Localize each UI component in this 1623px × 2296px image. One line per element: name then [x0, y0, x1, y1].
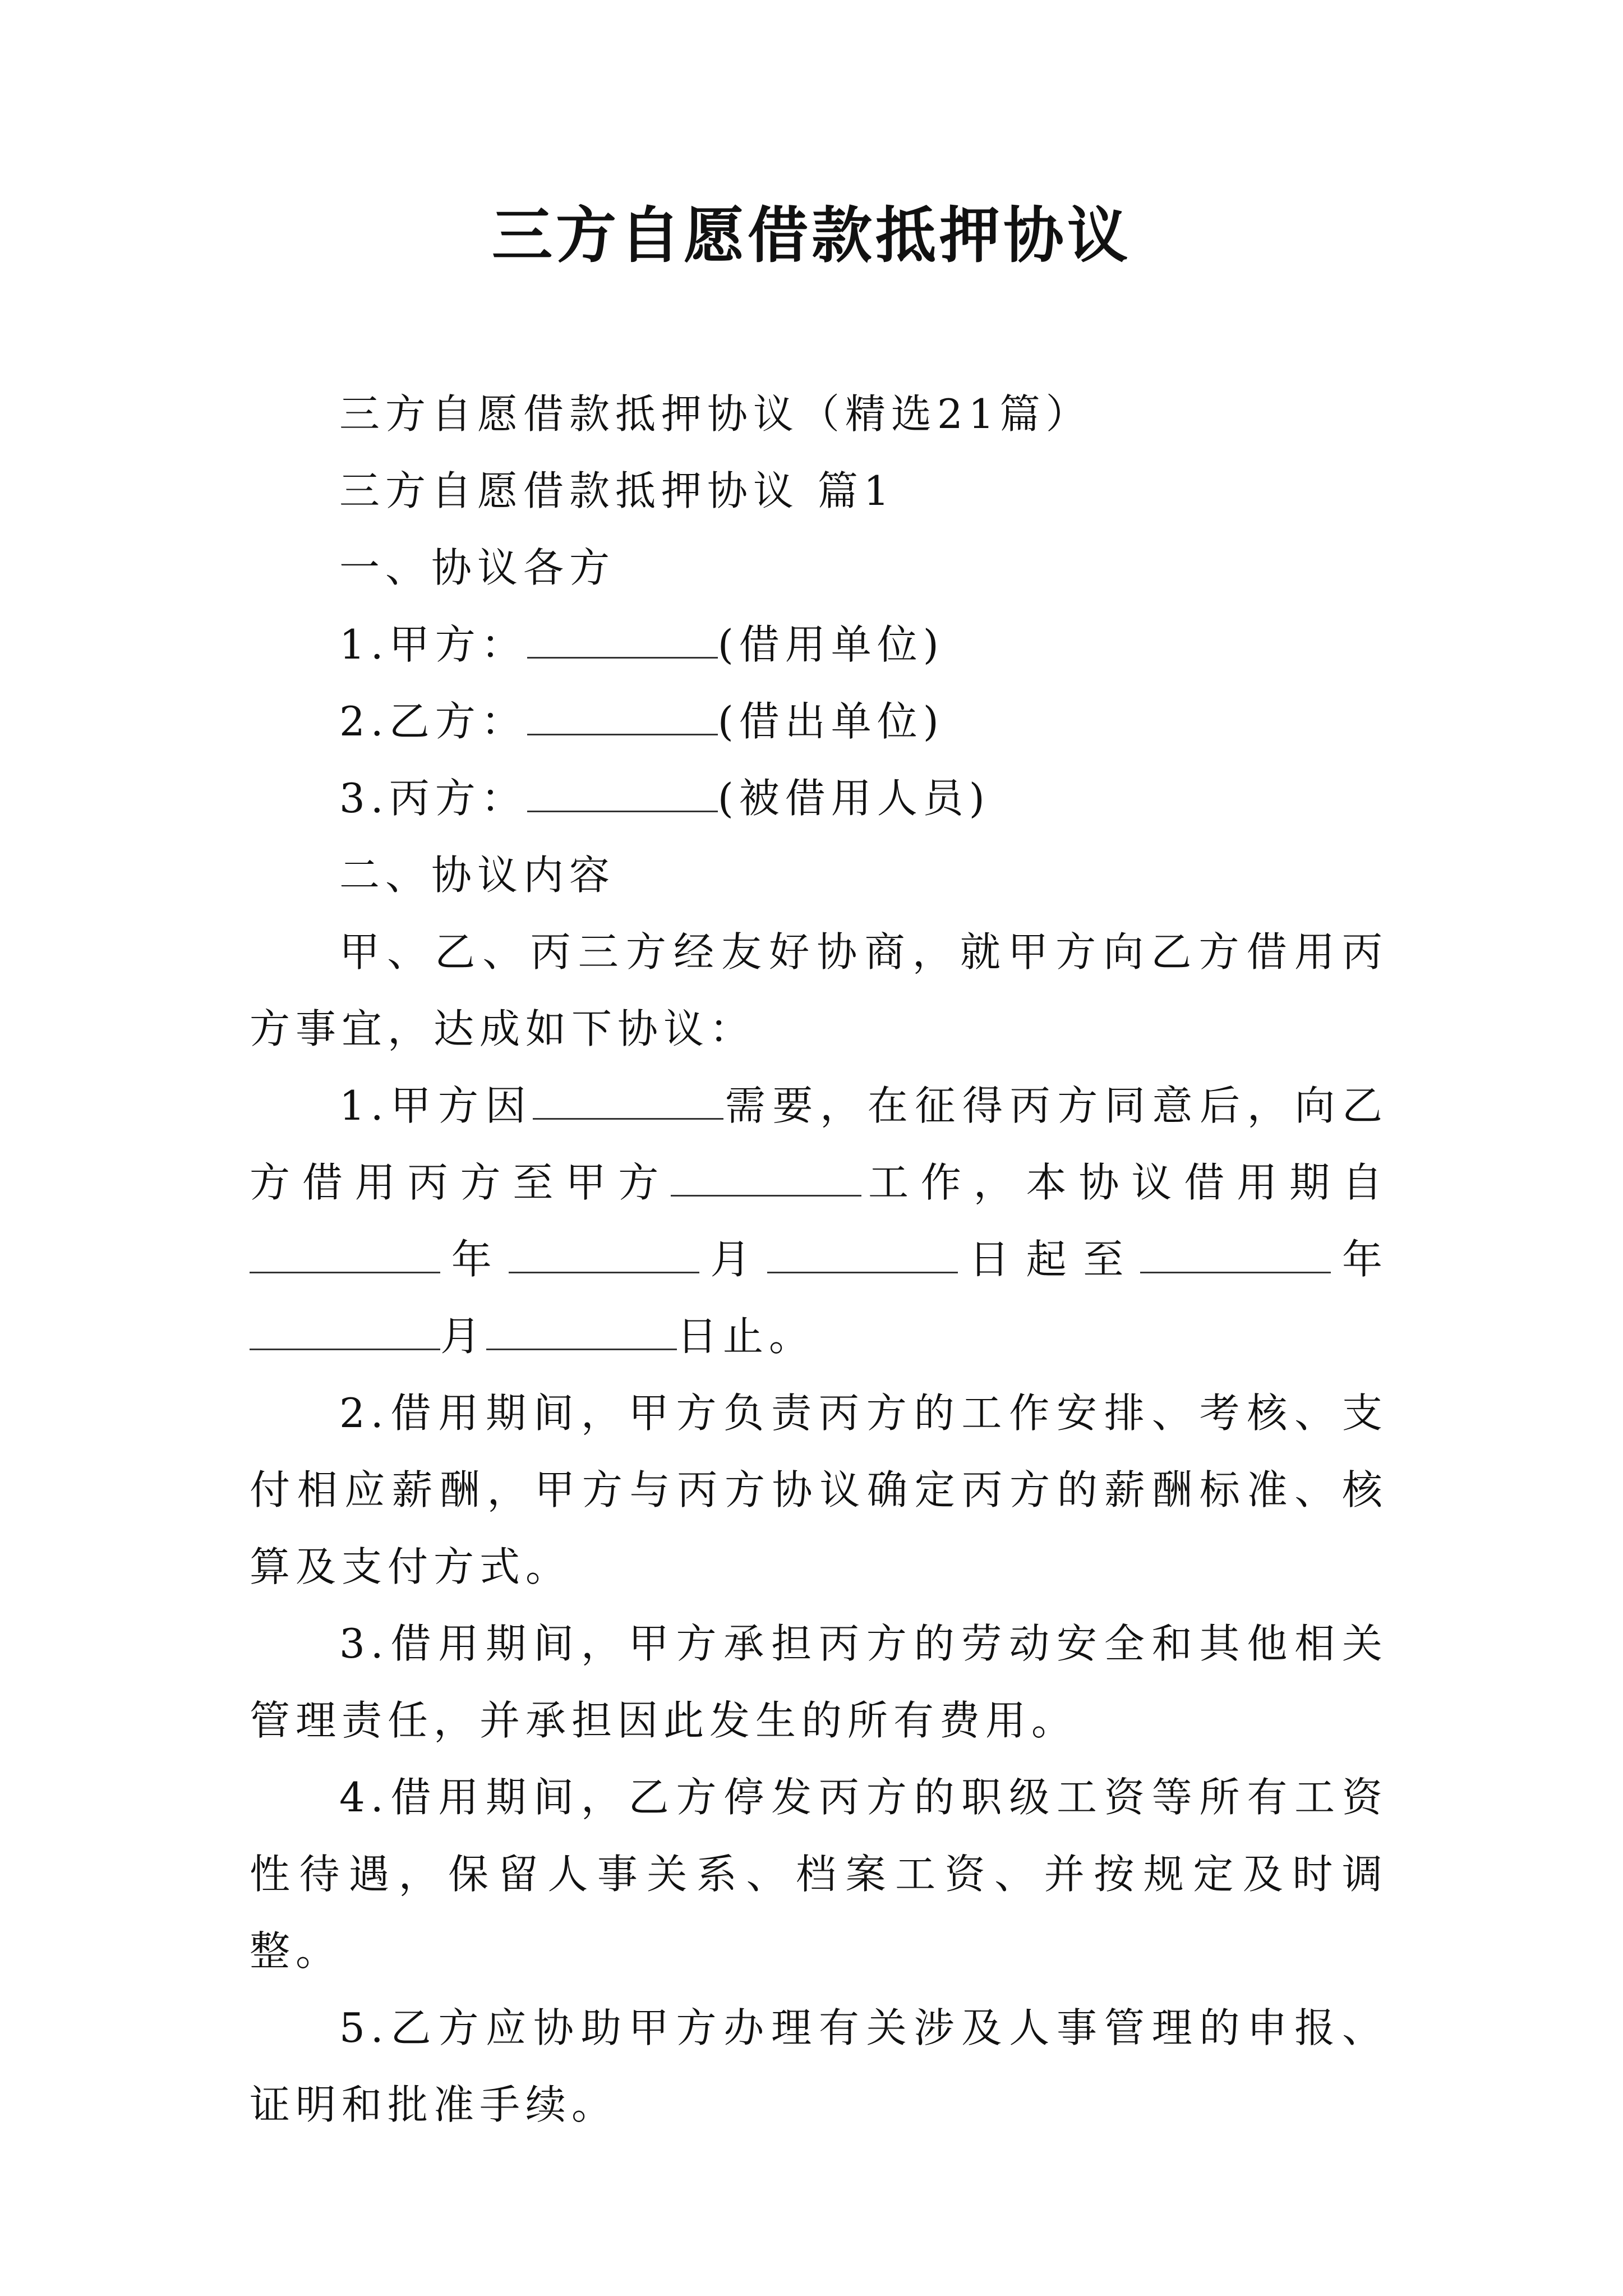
paragraph-intro: 甲、乙、丙三方经友好协商，就甲方向乙方借用丙方事宜，达成如下协议： — [250, 928, 1388, 1052]
party-a-blank — [527, 623, 718, 659]
party-c-label: 3.丙方： — [339, 775, 527, 822]
paragraph-party-c — [250, 760, 1388, 837]
clause-1-blank-end-year — [1140, 1238, 1331, 1273]
clause-1-blank-end-day — [486, 1315, 677, 1350]
party-a-note: (借用单位) — [717, 621, 944, 668]
clause-1-blank-end-month — [250, 1315, 440, 1350]
clause-1-text-d: 年 — [440, 1236, 509, 1283]
paragraph-clause-5: 5.乙方应协助甲方办理有关涉及人事管理的申报、证明和批准手续。 — [250, 2004, 1388, 2128]
paragraph-subtitle: 三方自愿借款抵押协议（精选21篇） — [339, 390, 1092, 438]
document-body — [250, 376, 1388, 2143]
paragraph-content-heading: 二、协议内容 — [339, 852, 616, 899]
party-a-label: 1.甲方： — [339, 621, 527, 668]
clause-1-text-e: 月 — [699, 1236, 768, 1283]
clause-1-text-h: 月 — [440, 1313, 487, 1360]
party-b-blank — [527, 700, 718, 735]
paragraph-clause-3: 3.借用期间，甲方承担丙方的劳动安全和其他相关管理责任，并承担因此发生的所有费用。 — [250, 1620, 1388, 1744]
clause-1-text-f: 日起至 — [958, 1236, 1141, 1283]
clause-1-text-i: 日止。 — [677, 1313, 815, 1360]
clause-1-blank-reason — [533, 1084, 723, 1120]
document-title: 三方自愿借款抵押协议 — [491, 200, 1131, 271]
clause-1-blank-start-year — [250, 1238, 440, 1273]
party-b-label: 2.乙方： — [339, 698, 527, 745]
clause-1-blank-work — [671, 1161, 861, 1197]
paragraph-clause-4: 4.借用期间，乙方停发丙方的职级工资等所有工资性待遇，保留人事关系、档案工资、并按规定及时调整。 — [250, 1774, 1388, 1975]
party-c-note: (被借用人员) — [717, 775, 990, 822]
clause-1-text-c: 工作，本协议借用期自 — [861, 1159, 1388, 1206]
clause-1-text-g: 年 — [1331, 1236, 1388, 1283]
paragraph-clause-2: 2.借用期间，甲方负责丙方的工作安排、考核、支付相应薪酬，甲方与丙方协议确定丙方的薪酬标准、核算及支付方式。 — [250, 1389, 1388, 1590]
party-b-note: (借出单位) — [717, 698, 944, 745]
clause-1-blank-start-day — [767, 1238, 958, 1273]
paragraph-clause-1 — [250, 1068, 1388, 1375]
party-c-blank — [527, 777, 718, 812]
clause-1-text-a: 1.甲方因 — [339, 1082, 533, 1129]
clause-1-text-b: 需要，在征得丙方同意后，向乙方借用丙方至甲方 — [250, 1082, 1388, 1206]
paragraph-parties-heading: 一、协议各方 — [339, 544, 616, 591]
paragraph-section-heading: 三方自愿借款抵押协议 篇1 — [339, 467, 895, 514]
clause-1-blank-start-month — [509, 1238, 699, 1273]
paragraph-party-a — [250, 606, 1388, 683]
paragraph-party-b — [250, 683, 1388, 760]
